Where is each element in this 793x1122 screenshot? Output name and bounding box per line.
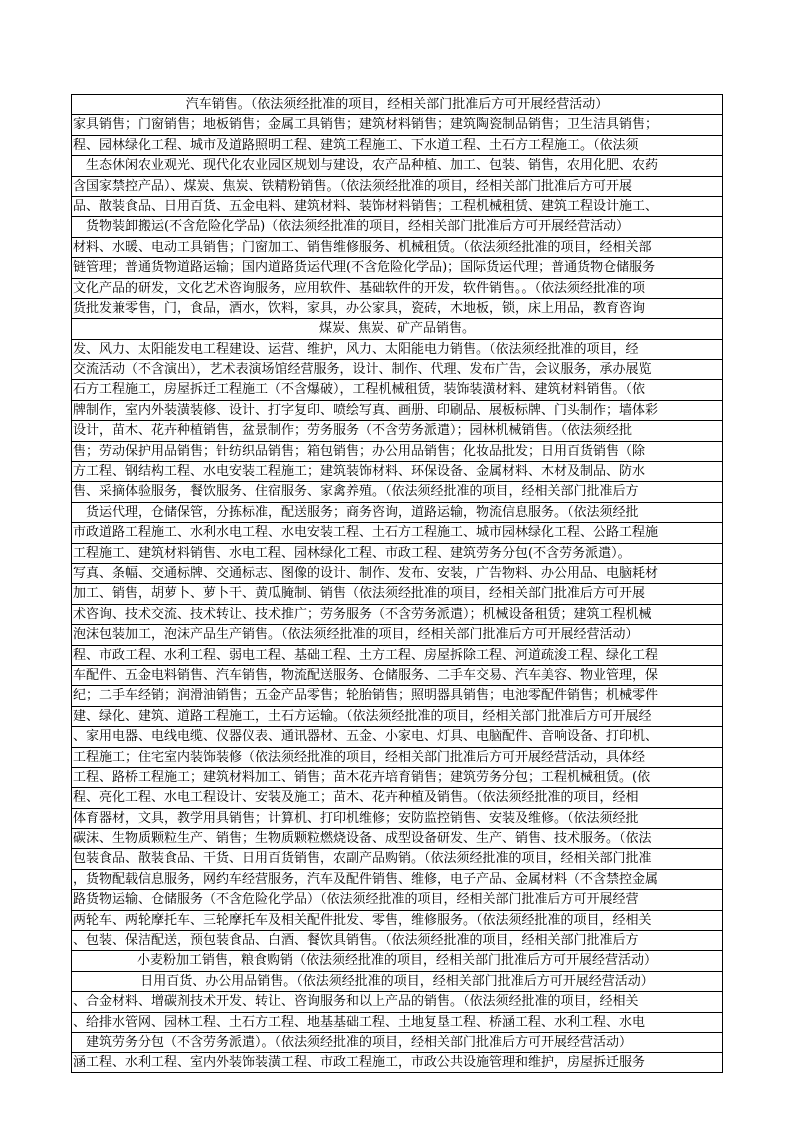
- table-row: 材料、水暖、电动工具销售；门窗加工、销售维修服务、机械租赁。（依法须经批准的项目，经相关部: [72, 238, 722, 258]
- table-row: 泡沫包装加工，泡沫产品生产销售。（依法须经批准的项目，经相关部门批准后方可开展经营活动）: [72, 625, 722, 645]
- table-row: 涵工程、水利工程、室内外装饰装潢工程、市政工程施工，市政公共设施管理和维护，房屋拆迁服务: [73, 1055, 646, 1071]
- table-row: 路货物运输、仓储服务（不含危险化学品）（依法须经批准的项目，经相关部门批准后方可开展经营: [72, 890, 722, 910]
- table-row: 市政道路工程施工、水利水电工程、水电安装工程、土石方工程施工、城市园林绿化工程、公路工程施: [72, 523, 722, 543]
- table-row: 工程施工；住宅室内装饰装修（依法须经批准的项目，经相关部门批准后方可开展经营活动，具体经: [72, 748, 722, 768]
- table-row: 售、采摘体验服务，餐饮服务、住宿服务、家禽养殖。（依法须经批准的项目，经相关部门批准后方: [72, 482, 722, 502]
- table-row: 、给排水管网、园林工程、土石方工程、地基基础工程、土地复垦工程、桥涵工程、水利工程、水电: [72, 1013, 722, 1033]
- table-row: 小麦粉加工销售，粮食购销（依法须经批准的项目，经相关部门批准后方可开展经营活动）: [72, 951, 722, 971]
- table-row: 两轮车、两轮摩托车、三轮摩托车及相关配件批发、零售，维修服务。（依法须经批准的项目，经相关: [72, 911, 722, 931]
- table-row: 牌制作，室内外装潢装修、设计、打字复印、喷绘写真、画册、印刷品、展板标牌、门头制作；墙体彩: [72, 401, 722, 421]
- table-row: 工程、路桥工程施工；建筑材料加工、销售；苗木花卉培育销售；建筑劳务分包；工程机械租赁。(依: [72, 768, 722, 788]
- table-row: 程、园林绿化工程、城市及道路照明工程、建筑工程施工、下水道工程、土石方工程施工。（依法须: [72, 136, 722, 156]
- table-row: 家具销售；门窗销售；地板销售；金属工具销售；建筑材料销售；建筑陶瓷制品销售；卫生洁具销售；: [72, 115, 722, 135]
- table-row: 售；劳动保护用品销售；针纺织品销售；箱包销售；办公用品销售；化妆品批发；日用百货销售（除: [72, 442, 722, 462]
- table-row: 工程施工、建筑材料销售、水电工程、园林绿化工程、市政工程、建筑劳务分包(不含劳务派遣）。: [72, 544, 722, 564]
- table-row: 程、市政工程、水利工程、弱电工程、基础工程、土方工程、房屋拆除工程、河道疏浚工程、绿化工程: [72, 646, 722, 666]
- table-row: 术咨询、技术交流、技术转让、技术推广；劳务服务（不含劳务派遣）；机械设备租赁；建筑工程机械: [72, 605, 722, 625]
- table-row: 体育器材，文具，教学用具销售；计算机、打印机维修；安防监控销售、安装及维修。（依法须经批: [72, 809, 722, 829]
- table-row: 纪；二手车经销；润滑油销售；五金产品零售；轮胎销售；照明器具销售；电池零配件销售；机械零件: [72, 686, 722, 706]
- table-row: 程、亮化工程、水电工程设计、安装及施工；苗木、花卉种植及销售。（依法须经批准的项目，经相: [72, 788, 722, 808]
- table-row: 加工、销售，胡萝卜、萝卜干、黄瓜腌制、销售（依法须经批准的项目，经相关部门批准后方可开展: [72, 584, 722, 604]
- table-row: 生态休闲农业观光、现代化农业园区规划与建设，农产品种植、加工、包装、销售，农用化肥、农药: [72, 156, 722, 176]
- table-row: 方工程、钢结构工程、水电安装工程施工；建筑装饰材料、环保设备、金属材料、木材及制品、防水: [72, 462, 722, 482]
- table-row: 货批发兼零售，门，食品，酒水，饮料，家具，办公家具，瓷砖，木地板，锁，床上用品，教育咨询: [72, 299, 722, 319]
- table-row: 碳沫、生物质颗粒生产、销售；生物质颗粒燃烧设备、成型设备研发、生产、销售、技术服务。（依法: [72, 829, 722, 849]
- table-row: 、合金材料、增碳剂技术开发、转让、咨询服务和以上产品的销售。（依法须经批准的项目，经相关: [72, 992, 722, 1012]
- table-row: ，货物配载信息服务，网约车经营服务，汽车及配件销售、维修，电子产品、金属材料（不含禁控金属: [72, 870, 722, 890]
- table-row: 石方工程施工，房屋拆迁工程施工（不含爆破），工程机械租赁，装饰装潢材料、建筑材料销售。（依: [72, 380, 722, 400]
- table-row: 设计，苗木、花卉种植销售，盆景制作；劳务服务（不含劳务派遣）；园林机械销售。（依法须经批: [72, 421, 722, 441]
- table-row: 、家用电器、电线电缆、仪器仪表、通讯器材、五金、小家电、灯具、电脑配件、音响设备、打印机、: [72, 727, 722, 747]
- table-row: 品、散装食品、日用百货、五金电料、建筑材料、装饰材料销售；工程机械租赁、建筑工程设计施工、: [72, 197, 722, 217]
- table-row: 车配件、五金电料销售、汽车销售，物流配送服务、仓储服务、二手车交易、汽车美容、物业管理，保: [72, 666, 722, 686]
- table-row: 写真、条幅、交通标牌、交通标志、图像的设计、制作、发布、安装，广告物料、办公用品、电脑耗材: [72, 564, 722, 584]
- table-row: 交流活动（不含演出），艺术表演场馆经营服务，设计、制作、代理、发布广告，会议服务，承办展览: [72, 360, 722, 380]
- table-row: 汽车销售。（依法须经批准的项目，经相关部门批准后方可开展经营活动）: [72, 95, 722, 115]
- table-row: 文化产品的研发，文化艺术咨询服务，应用软件、基础软件的开发，软件销售。。（依法须经批准的项: [72, 279, 722, 299]
- spreadsheet-column: [71, 94, 723, 1073]
- table-row: 建筑劳务分包（不含劳务派遣）。（依法须经批准的项目，经相关部门批准后方可开展经营活动）: [72, 1033, 722, 1053]
- table-row: 发、风力、太阳能发电工程建设、运营、维护，风力、太阳能电力销售。（依法须经批准的项目，经: [72, 340, 722, 360]
- table-row: 链管理；普通货物道路运输；国内道路货运代理(不含危险化学品)；国际货运代理；普通货物仓储服务: [72, 258, 722, 278]
- table-row: 建、绿化、建筑、道路工程施工，土石方运输。（依法须经批准的项目，经相关部门批准后方可开展经: [72, 707, 722, 727]
- table-row: 、包装、保洁配送，预包装食品、白酒、餐饮具销售。（依法须经批准的项目，经相关部门批准后方: [72, 931, 722, 951]
- table-row: 含国家禁控产品）、煤炭、焦炭、铁精粉销售。（依法须经批准的项目，经相关部门批准后方可开展: [72, 177, 722, 197]
- table-row: 货运代理，仓储保管，分拣标准，配送服务；商务咨询，道路运输，物流信息服务。（依法须经批: [72, 503, 722, 523]
- table-row: 日用百货、办公用品销售。（依法须经批准的项目，经相关部门批准后方可开展经营活动）: [72, 972, 722, 992]
- table-row: 包装食品、散装食品、干货、日用百货销售，农副产品购销。（依法须经批准的项目，经相关部门批准: [72, 849, 722, 869]
- table-row: 煤炭、焦炭、矿产品销售。: [72, 319, 722, 339]
- table-row: 货物装卸搬运(不含危险化学品)（依法须经批准的项目，经相关部门批准后方可开展经营活动）: [72, 217, 722, 237]
